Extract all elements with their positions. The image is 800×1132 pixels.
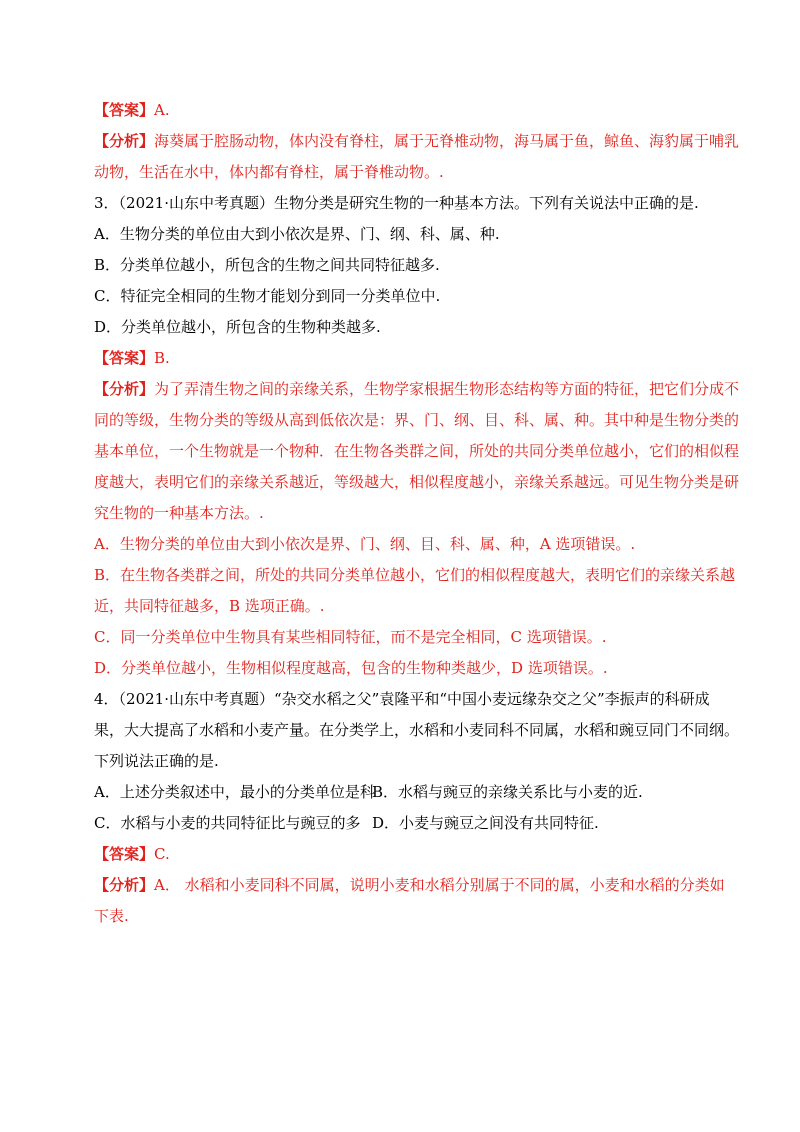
answer-label: 【答案】 xyxy=(94,101,155,119)
q4-option-a: A．上述分类叙述中，最小的分类单位是科 xyxy=(94,783,375,801)
analysis-label: 【分析】 xyxy=(94,132,155,150)
answer-label: 【答案】 xyxy=(94,349,155,367)
q3-option-c: C．特征完全相同的生物才能划分到同一分类单位中. xyxy=(94,287,441,305)
q2-analysis-line-1: 【分析】海葵属于腔肠动物，体内没有脊柱，属于无脊椎动物，海马属于鱼，鲸鱼、海豹属于哺乳 xyxy=(94,132,740,150)
q3-option-analysis-b-line-2: 近，共同特征越多，B 选项正确。. xyxy=(94,597,325,615)
q4-stem-line-3: 下列说法正确的是. xyxy=(94,752,219,770)
q3-option-a: A．生物分类的单位由大到小依次是界、门、纲、科、属、种. xyxy=(94,225,500,243)
q3-stem: 3．（2021·山东中考真题）生物分类是研究生物的一种基本方法。下列有关说法中正确的是. xyxy=(94,194,699,212)
q4-option-b: B．水稻与豌豆的亲缘关系比与小麦的近. xyxy=(372,783,643,801)
q2-answer xyxy=(94,100,170,120)
analysis-label: 【分析】 xyxy=(94,380,155,398)
q4-option-c: C．水稻与小麦的共同特征比与豌豆的多 xyxy=(94,814,361,832)
q4-option-d: D．小麦与豌豆之间没有共同特征. xyxy=(372,814,599,832)
q3-option-analysis-c: C．同一分类单位中生物具有某些相同特征，而不是完全相同，C 选项错误。. xyxy=(94,628,607,646)
q4-analysis-line-2: 下表. xyxy=(94,907,129,925)
answer-label: 【答案】 xyxy=(94,845,155,863)
q4-stem-line-2: 果，大大提高了水稻和小麦产量。在分类学上，水稻和小麦同科不同属，水稻和豌豆同门不同纲。 xyxy=(94,721,740,739)
q3-answer xyxy=(94,348,170,368)
analysis-label: 【分析】 xyxy=(94,876,155,894)
q3-option-analysis-b-line-1: B．在生物各类群之间，所处的共同分类单位越小，它们的相似程度越大，表明它们的亲缘关系越 xyxy=(94,566,736,584)
q3-option-d: D．分类单位越小，所包含的生物种类越多. xyxy=(94,318,381,336)
q4-analysis-line-1: 【分析】A． 水稻和小麦同科不同属，说明小麦和水稻分别属于不同的属，小麦和水稻的分类如 xyxy=(94,876,725,894)
answer-value: A. xyxy=(154,101,170,119)
q3-analysis-line-2: 同的等级，生物分类的等级从高到低依次是：界、门、纲、目、科、属、种。其中种是生物分类的 xyxy=(94,411,740,429)
q3-option-b: B．分类单位越小，所包含的生物之间共同特征越多. xyxy=(94,256,440,274)
q2-analysis-line-2: 动物，生活在水中，体内都有脊柱，属于脊椎动物。. xyxy=(94,163,444,181)
q3-analysis-line-4: 度越大，表明它们的亲缘关系越近，等级越大，相似程度越小，亲缘关系越远。可见生物分类是研 xyxy=(94,473,740,491)
q3-option-analysis-a: A．生物分类的单位由大到小依次是界、门、纲、目、科、属、种，A 选项错误。. xyxy=(94,535,636,553)
q3-analysis-line-3: 基本单位，一个生物就是一个物种．在生物各类群之间，所处的共同分类单位越小，它们的相似程 xyxy=(94,442,740,460)
answer-value: C. xyxy=(154,845,170,863)
answer-value: B. xyxy=(154,349,170,367)
q3-option-analysis-d: D．分类单位越小，生物相似程度越高，包含的生物种类越少，D 选项错误。. xyxy=(94,659,608,677)
q4-answer xyxy=(94,844,170,864)
q4-stem-line-1: 4．（2021·山东中考真题）“杂交水稻之父”袁隆平和“中国小麦远缘杂交之父”李振声的科研成 xyxy=(94,690,710,708)
q3-analysis-line-5: 究生物的一种基本方法。. xyxy=(94,504,264,522)
q3-analysis-line-1: 【分析】为了弄清生物之间的亲缘关系，生物学家根据生物形态结构等方面的特征，把它们分成不 xyxy=(94,380,740,398)
